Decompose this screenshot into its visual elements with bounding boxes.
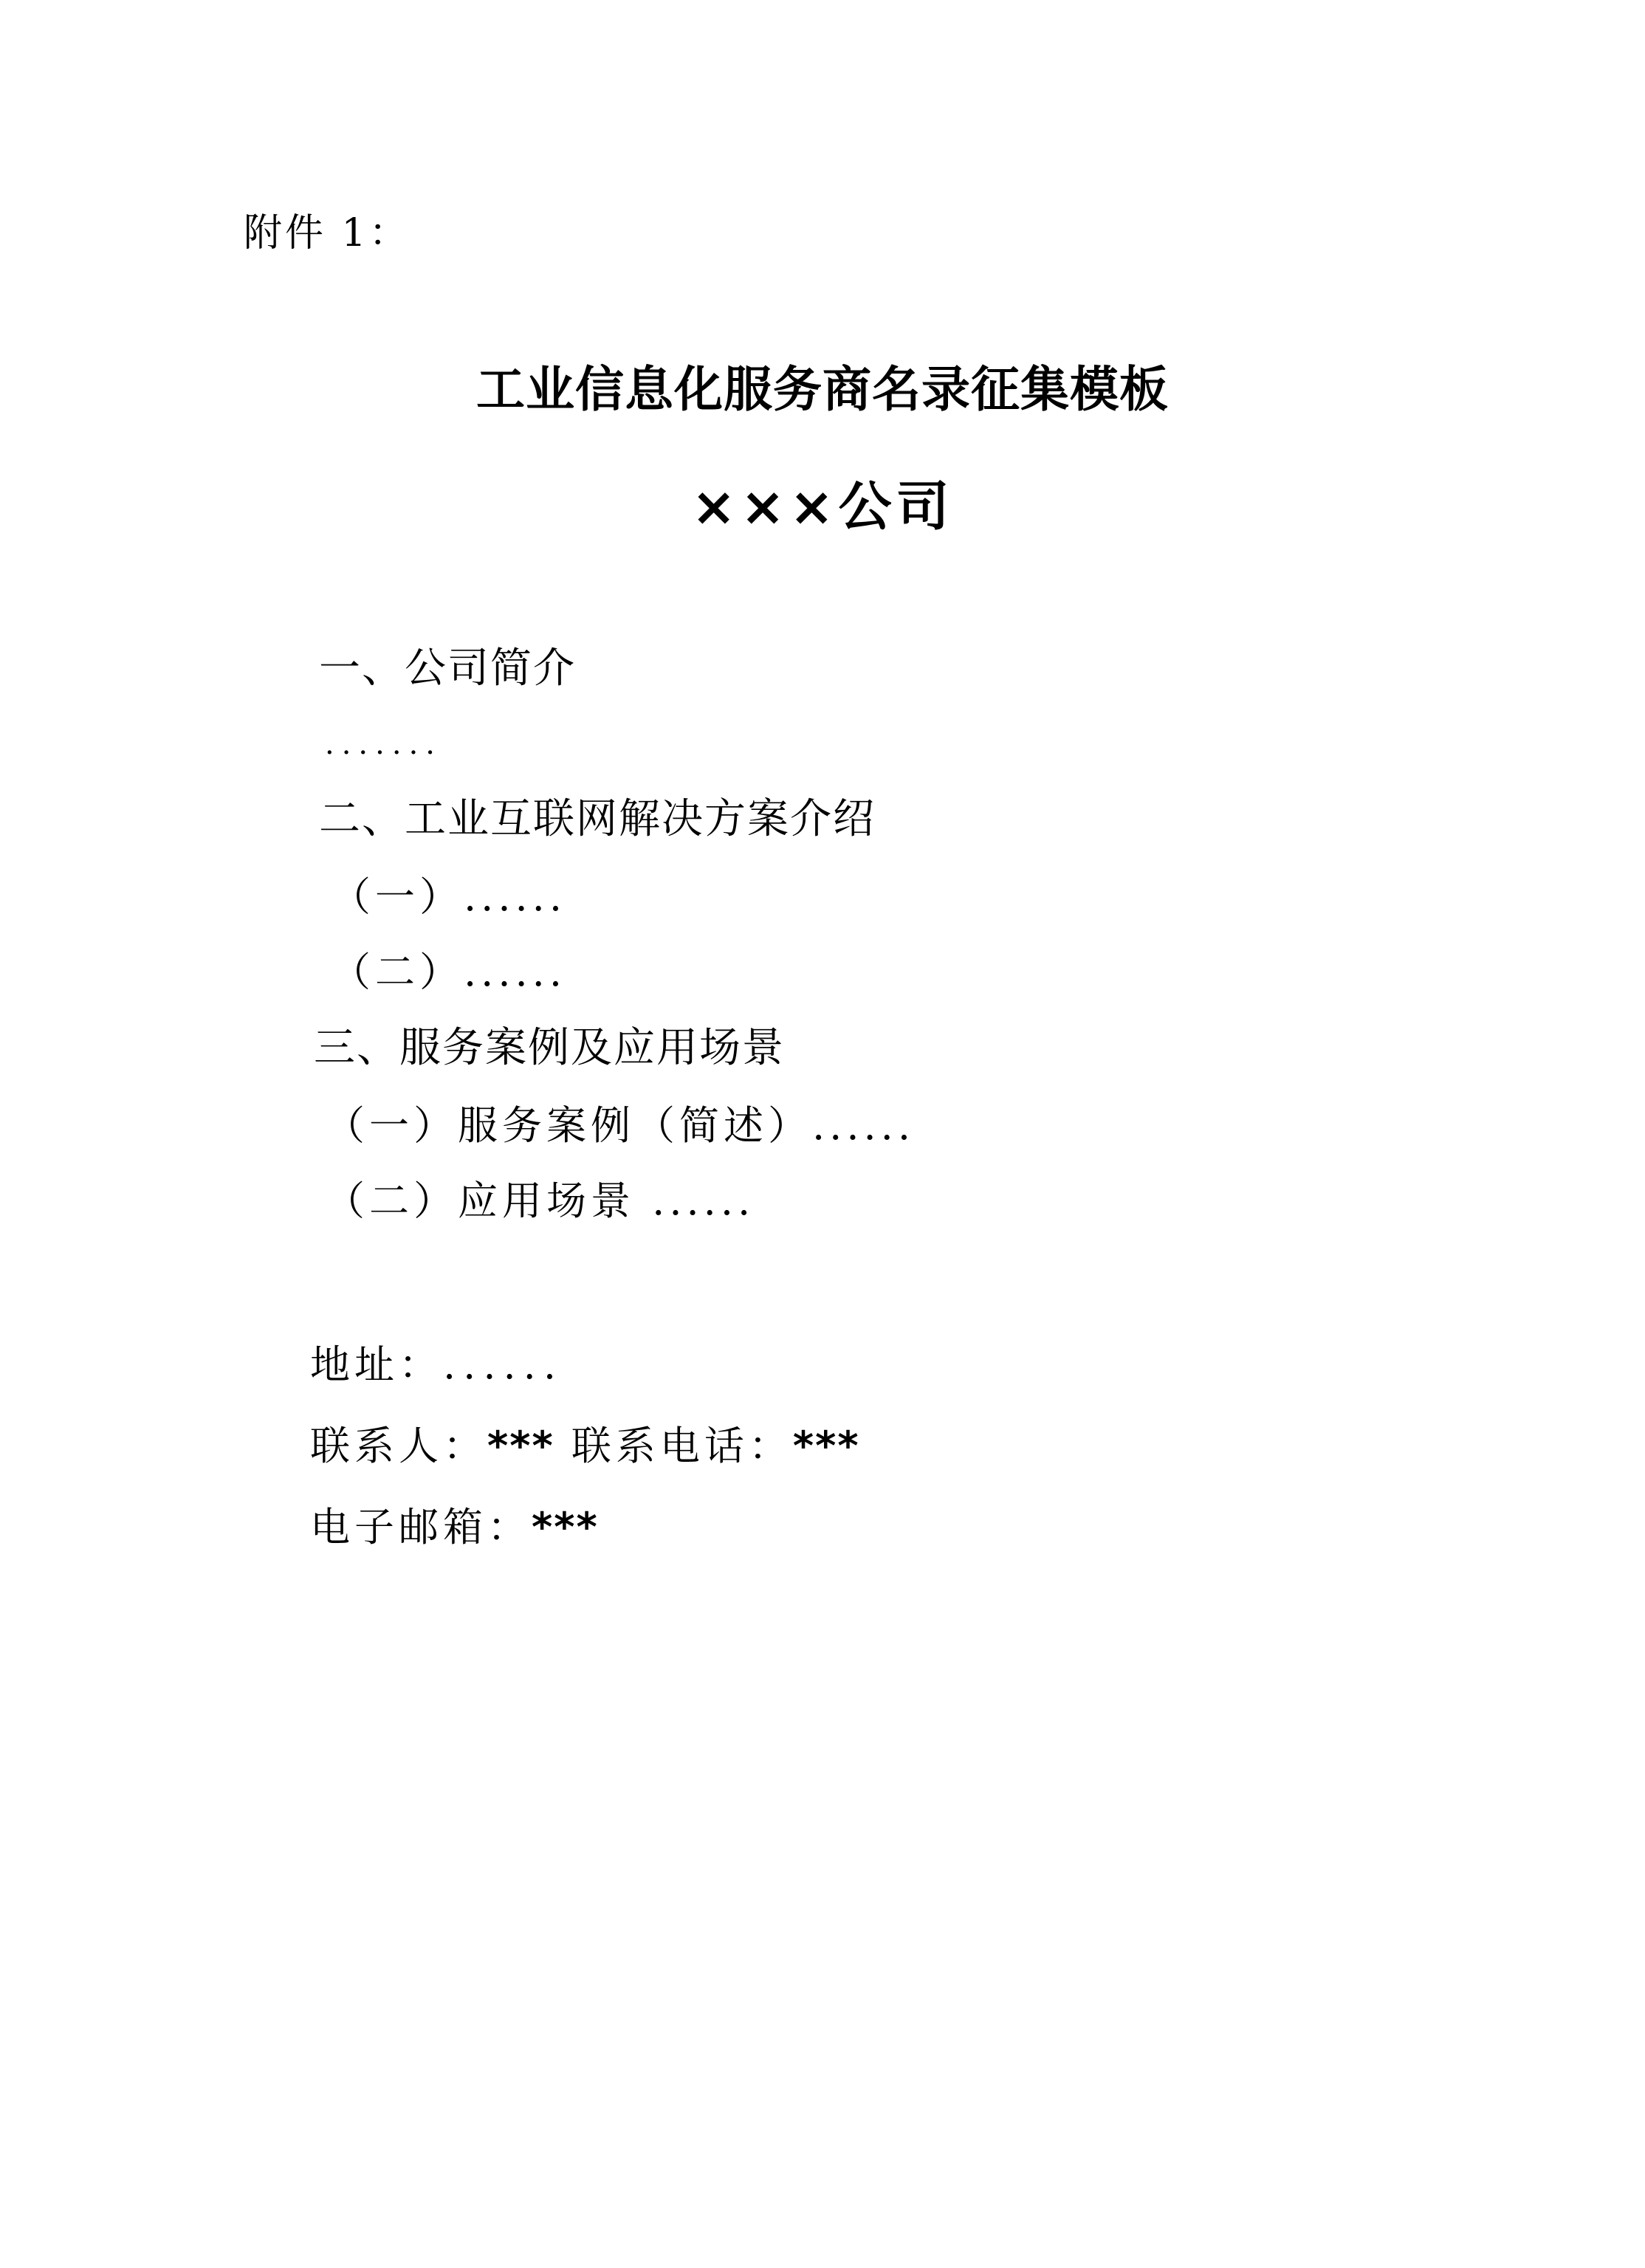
section-heading-company-intro: 一、公司简介 (319, 645, 576, 693)
contact-phone-value: *** (792, 1423, 860, 1469)
company-name: ×××公司 (691, 475, 954, 537)
contact-person-label: 联系人： (310, 1423, 487, 1469)
section-body-placeholder: ······· (325, 736, 443, 770)
email-value: *** (532, 1504, 599, 1550)
contact-person-line (310, 1423, 860, 1469)
address-label: 地址： (310, 1341, 443, 1388)
section-heading-solutions: 二、工业互联网解决方案介绍 (319, 795, 876, 843)
email-label: 电子邮箱： (310, 1504, 532, 1550)
section-item-solution-1: （一）...... (331, 873, 566, 920)
address-value: ...... (443, 1341, 563, 1388)
document-title: 工业信息化服务商名录征集模板 (476, 361, 1169, 418)
contact-address-line (310, 1341, 563, 1388)
section-item-cases-2: （二）应用场景 ...... (325, 1178, 755, 1224)
contact-phone-label: 联系电话： (571, 1423, 793, 1469)
section-item-cases-1: （一）服务案例（简述）...... (325, 1102, 915, 1149)
attachment-label: 附件 1： (244, 211, 411, 255)
section-heading-cases: 三、服务案例及应用场景 (314, 1024, 785, 1072)
contact-email-line (310, 1504, 599, 1550)
contact-person-value: *** (487, 1423, 554, 1469)
section-item-solution-2: （二）...... (331, 949, 566, 995)
